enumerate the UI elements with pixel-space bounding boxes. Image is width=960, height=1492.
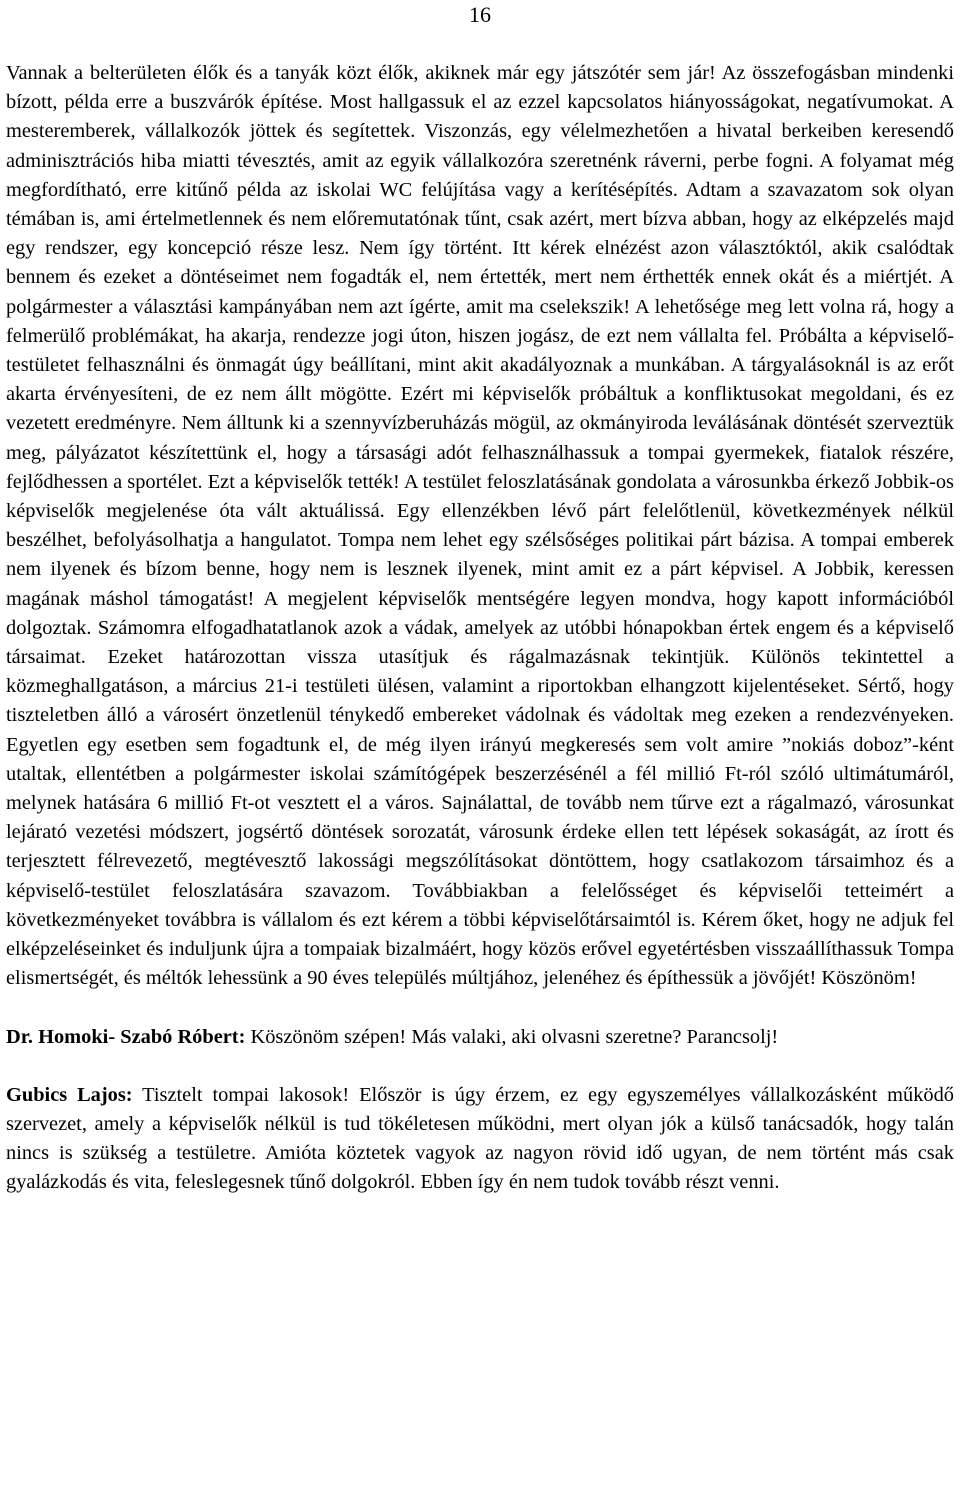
speaker-name: Gubics Lajos: [6, 1083, 133, 1106]
paragraph-statement [6, 59, 954, 994]
paragraph-gubics-statement [6, 1081, 954, 1198]
page-number: 16 [469, 2, 491, 27]
paragraph-text: Vannak a belterületen élők és a tanyák közt élők, akiknek már egy játszótér sem jár! Az összefogásban mindenki bízott, példa erre a buszvárók építése. Most hallgassuk el az ezzel kapcsolatos hiányosságokat, negatívumokat. A mesteremberek, vállalkozók jöttek és segítettek. Viszonzás, egy vélelmezhetően a hivatal berkeiben keresendő adminisztrációs hiba miatti tévesztés, amit az egyik vállalkozóra szeretnénk ráverni, perbe fogni. A folyamat még megfordítható, erre kitűnő példa az iskolai WC felújítása vagy a kerítésépítés. Adtam a szavazatom sok olyan témában is, ami értelmetlennek és nem előremutatónak tűnt, csak azért, mert bízva abban, hogy az elképzelés majd egy rendszer, egy koncepció része lesz. Nem így történt. Itt kérek elnézést azon választóktól, akik csalódtak bennem és ezeket a döntéseimet nem fogadták el, nem értették, mert nem érthették ennek okát és a miértjét. A polgármester a választási kampányában nem azt ígérte, amit ma cselekszik! A lehetősége meg lett volna rá, hogy a felmerülő problémákat, ha akarja, rendezze jogi úton, hiszen jogász, de ezt nem vállalta fel. Próbálta a képviselő-testületet felhasználni és önmagát úgy beállítani, mint akit akadályoznak a munkában. A tárgyalásoknál is az erőt akarta érvényesíteni, de ez nem állt mögötte. Ezért mi képviselők próbáltuk a konfliktusokat megoldani, és ez vezetett eredményre. Nem álltunk ki a szennyvízberuházás mögül, az okmányiroda leválásának döntését szerveztük meg, pályázatot készítettünk el, hogy a társasági adót felhasználhassuk a tompai gyermekek, fiatalok részére, fejlődhessen a sportélet. Ezt a képviselők tették! A testület feloszlatásának gondolata a városunkba érkező Jobbik-os képviselők megjelenése óta vált aktuálissá. Egy ellenzékben lévő párt felelőtlenül, következmények nélkül beszélhet, befolyásolhatja a hangulatot. Tompa nem lehet egy szélsőséges politikai párt bázisa. A tompai emberek nem ilyenek és bízom benne, hogy nem is lesznek ilyenek, mint amit ez a párt képvisel. A Jobbik, keressen magának máshol támogatást! A megjelent képviselők mentségére legyen mondva, hogy kapott információból dolgoztak. Számomra elfogadhatatlanok azok a vádak, amelyek az utóbbi hónapokban értek engem és a képviselő társaimat. Ezeket határozottan vissza utasítjuk és rágalmazásnak tekintjük. Különös tekintettel a közmeghallgatáson, a március 21-i testületi ülésen, valamint a riportokban elhangzott kijelentéseket. Sértő, hogy tiszteletben álló a városért önzetlenül ténykedő embereket vádolnak és vádoltak meg ezeken a rendezvényeken. Egyetlen egy esetben sem fogadtunk el, de még ilyen irányú megkeresés sem volt amire ”nokiás doboz”-ként utaltak, ellentétben a polgármester iskolai számítógépek beszerzésénél a fél millió Ft-ról szóló ultimátumáról, melynek hatására 6 millió Ft-ot vesztett el a város. Sajnálattal, de tovább nem tűrve ezt a rágalmazó, városunkat lejárató vezetési módszert, jogsértő döntések sorozatát, városunk érdeke ellen tett lépések sokaságát, az írott és terjesztett félrevezető, megtévesztő lakossági megszólításokat döntöttem, hogy csatlakozom társaimhoz és a képviselő-testület feloszlatására szavazom. Továbbiakban a felelősséget és képviselői tetteimért a következményeket továbbra is vállalom és ezt kérem a többi képviselőtársaimtól is. Kérem őket, hogy ne adjuk fel elképzeléseinket és induljunk újra a tompaiak bizalmáért, hogy közös erővel egyetértésben visszaállíthassuk Tompa elismertségét, és méltók lehessünk a 90 éves település múltjához, jelenéhez és építhessük a jövőjét! Köszönöm! [6, 62, 954, 990]
paragraph-text: Tisztelt tompai lakosok! Először is úgy érzem, ez egy egyszemélyes vállalkozásként működő szervezet, amely a képviselők nélkül is tud tökéletesen működni, mert olyan jók a külső tanácsadók, hogy talán nincs is szükség a testületre. Amióta köztetek vagyok az nagyon rövid idő ugyan, de nem történt más csak gyalázkodás és vita, feleslegesnek tűnő dolgokról. Ebben így én nem tudok tovább részt venni. [6, 1083, 954, 1194]
document-body [6, 59, 954, 1198]
paragraph-chair-response [6, 1023, 954, 1052]
speaker-name: Dr. Homoki- Szabó Róbert: [6, 1025, 246, 1048]
paragraph-text: Köszönöm szépen! Más valaki, aki olvasni szeretne? Parancsolj! [250, 1025, 779, 1048]
